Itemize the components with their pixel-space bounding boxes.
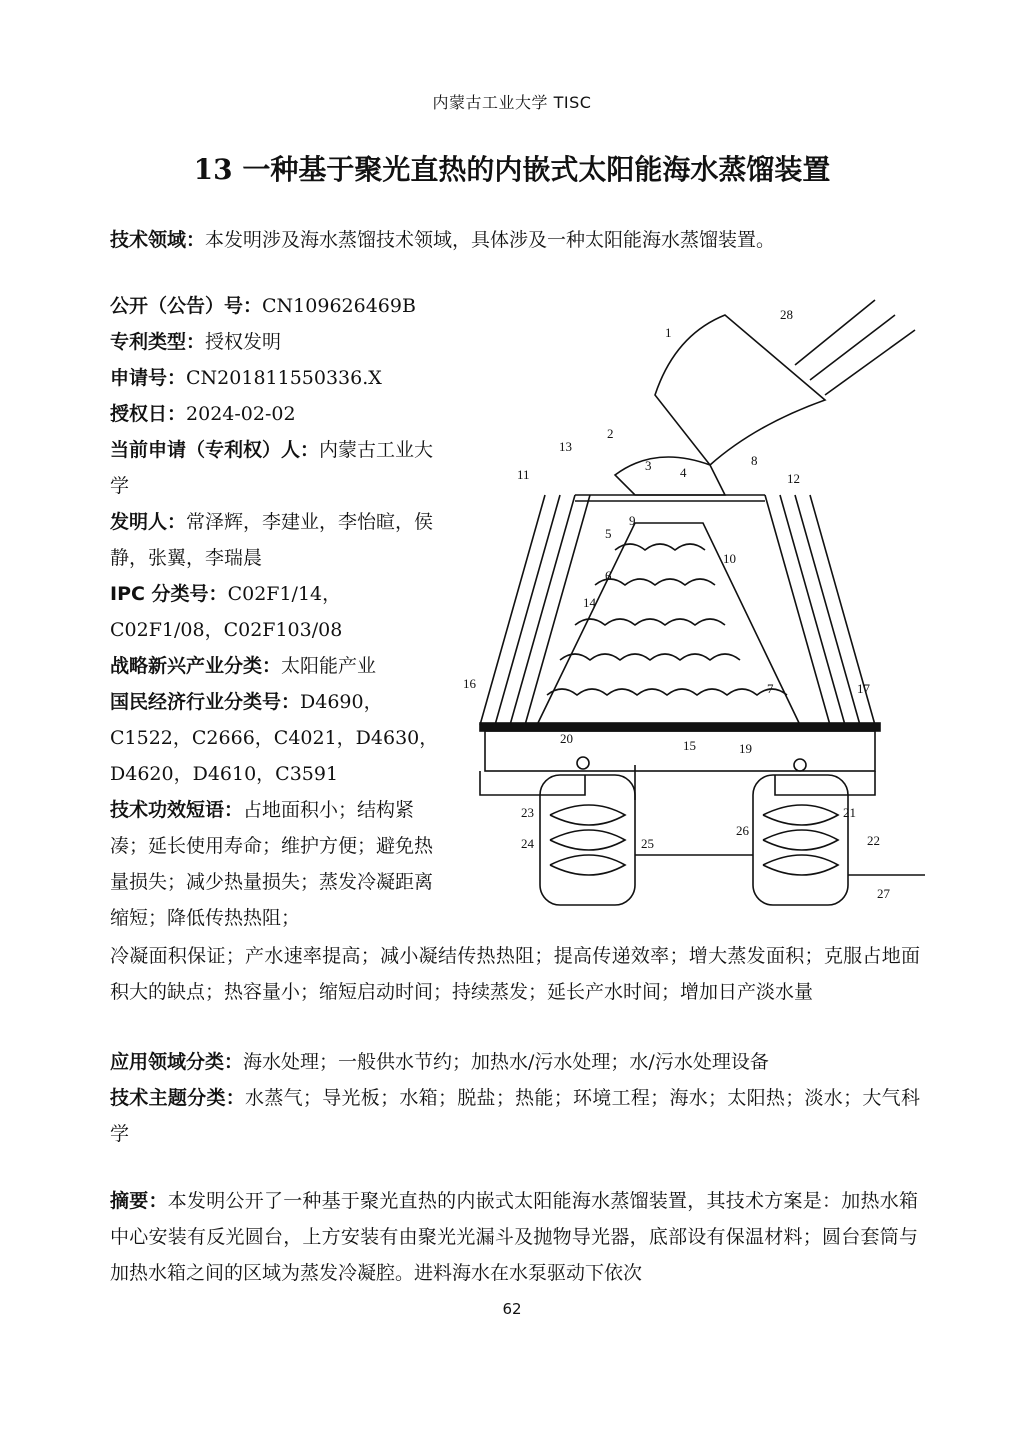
figure-label: 20 bbox=[560, 731, 573, 746]
figure-label: 7 bbox=[767, 681, 774, 696]
applicant-label: 当前申请（专利权）人： bbox=[110, 439, 320, 461]
application-value: 海水处理；一般供水节约；加热水/污水处理；水/污水处理设备 bbox=[243, 1051, 769, 1073]
figure-label: 3 bbox=[645, 458, 652, 473]
industry-label: 战略新兴产业分类： bbox=[110, 655, 282, 677]
figure-label: 8 bbox=[751, 453, 758, 468]
inventors-label: 发明人： bbox=[110, 511, 187, 533]
economy-label: 国民经济行业分类号： bbox=[110, 691, 301, 713]
patent-type-label: 专利类型： bbox=[110, 331, 206, 353]
figure-label: 1 bbox=[665, 325, 672, 340]
figure-label: 22 bbox=[867, 833, 880, 848]
figure-label: 4 bbox=[680, 465, 687, 480]
effects-label: 技术功效短语： bbox=[110, 799, 244, 821]
topics-value: 水蒸气；导光板；水箱；脱盐；热能；环境工程；海水；太阳热；淡水；大气科学 bbox=[110, 1087, 920, 1145]
concentrator-shape bbox=[655, 315, 825, 465]
patent-figure bbox=[455, 295, 935, 935]
topics-label: 技术主题分类： bbox=[110, 1087, 246, 1109]
figure-label: 21 bbox=[843, 805, 856, 820]
application bbox=[110, 1044, 920, 1080]
app-no-value: CN201811550336.X bbox=[186, 367, 382, 389]
applicant bbox=[110, 432, 450, 504]
figure-label: 9 bbox=[629, 513, 636, 528]
inventors bbox=[110, 504, 450, 576]
grant-date-value: 2024-02-02 bbox=[186, 403, 296, 425]
abstract bbox=[110, 1183, 918, 1291]
figure-label: 10 bbox=[723, 551, 736, 566]
economy bbox=[110, 684, 450, 792]
pub-no bbox=[110, 288, 450, 324]
page-number: 62 bbox=[502, 1300, 522, 1318]
tech-field-value: 本发明涉及海水蒸馏技术领域，具体涉及一种太阳能海水蒸馏装置。 bbox=[205, 229, 776, 251]
effects-value: 占地面积小；结构紧凑；延长使用寿命；维护方便；避免热量损失；减少热量损失；蒸发冷凝距离缩短；降低传热热阻； bbox=[110, 799, 434, 929]
figure-label: 12 bbox=[787, 471, 800, 486]
figure-label: 6 bbox=[605, 568, 612, 583]
industry bbox=[110, 648, 450, 684]
ipc-value: C02F1/14，C02F1/08，C02F103/08 bbox=[110, 583, 343, 641]
figure-label: 13 bbox=[559, 439, 572, 454]
tech-field-label: 技术领域： bbox=[110, 229, 206, 251]
tech-field bbox=[110, 222, 920, 258]
figure-label: 2 bbox=[607, 426, 614, 441]
figure-label: 19 bbox=[739, 741, 752, 756]
pub-no-value: CN109626469B bbox=[262, 295, 416, 317]
metadata-column bbox=[110, 288, 450, 936]
figure-label: 17 bbox=[857, 681, 870, 696]
economy-value: D4690，C1522，C2666，C4021，D4630，D4620，D4610，C3591 bbox=[110, 691, 439, 785]
figure-label: 15 bbox=[683, 738, 696, 753]
app-no-label: 申请号： bbox=[110, 367, 187, 389]
figure-label: 5 bbox=[605, 526, 612, 541]
figure-label: 11 bbox=[517, 467, 530, 482]
patent-type-value: 授权发明 bbox=[205, 331, 282, 353]
grant-date bbox=[110, 396, 450, 432]
effects bbox=[110, 792, 450, 936]
figure-label: 23 bbox=[521, 805, 534, 820]
figure-label: 14 bbox=[583, 595, 596, 610]
patent-type bbox=[110, 324, 450, 360]
pub-no-label: 公开（公告）号： bbox=[110, 295, 263, 317]
topics bbox=[110, 1080, 920, 1152]
figure-label: 25 bbox=[641, 836, 654, 851]
figure-label: 27 bbox=[877, 886, 890, 901]
inventors-value: 常泽辉，李建业，李怡暄，侯静，张翼，李瑞晨 bbox=[110, 511, 434, 569]
effects-continued: 冷凝面积保证；产水速率提高；减小凝结传热热阻；提高传递效率；增大蒸发面积；克服占地面积大的缺点；热容量小；缩短启动时间；持续蒸发；延长产水时间；增加日产淡水量 bbox=[110, 945, 920, 1003]
applicant-value: 内蒙古工业大学 bbox=[110, 439, 434, 497]
grant-date-label: 授权日： bbox=[110, 403, 187, 425]
figure-label: 16 bbox=[463, 676, 476, 691]
ipc-label: IPC 分类号： bbox=[110, 583, 228, 605]
figure-label: 26 bbox=[736, 823, 749, 838]
app-no bbox=[110, 360, 450, 396]
application-label: 应用领域分类： bbox=[110, 1051, 244, 1073]
abstract-value: 本发明公开了一种基于聚光直热的内嵌式太阳能海水蒸馏装置，其技术方案是：加热水箱中心安装有反光圆台，上方安装有由聚光光漏斗及抛物导光器，底部设有保温材料；圆台套筒与加热水箱之间的区域为蒸发冷凝腔。进料海水在水泵驱动下依次 bbox=[110, 1190, 918, 1284]
figure-label: 28 bbox=[780, 307, 793, 322]
industry-value: 太阳能产业 bbox=[281, 655, 377, 677]
page-header: 内蒙古工业大学 TISC bbox=[432, 93, 592, 112]
figure-label: 24 bbox=[521, 836, 534, 851]
page-title: 13 一种基于聚光直热的内嵌式太阳能海水蒸馏装置 bbox=[193, 153, 831, 186]
abstract-label: 摘要： bbox=[110, 1190, 168, 1212]
ipc bbox=[110, 576, 450, 648]
